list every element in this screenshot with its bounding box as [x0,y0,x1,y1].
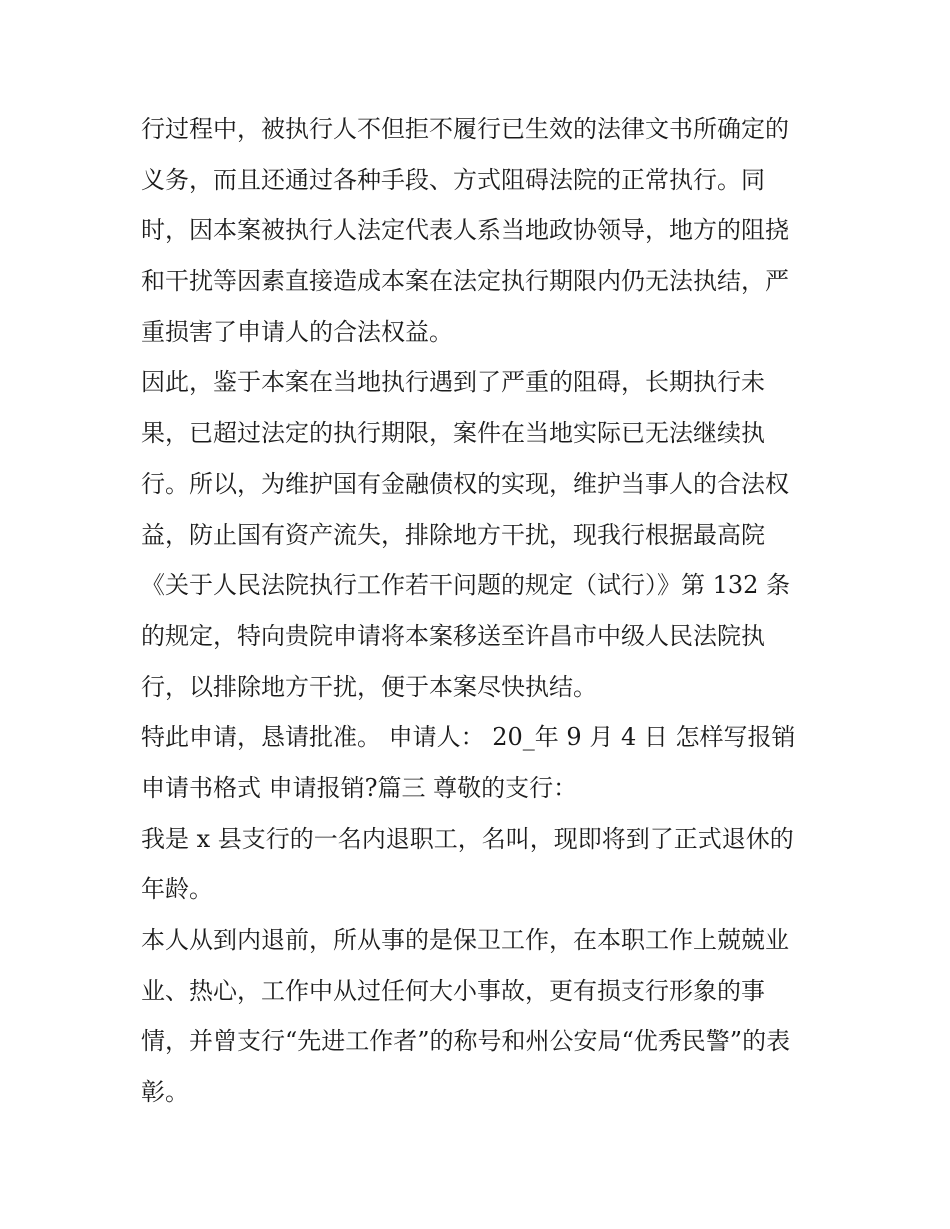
text-line: 的规定，特向贵院申请将本案移送至许昌市中级人民法院执 [141,621,765,650]
text-line: 行。所以，为维护国有金融债权的实现，维护当事人的合法权 [141,469,789,498]
text-line: 益，防止国有资产流失，排除地方干扰，现我行根据最高院 [141,520,765,549]
text-line: 情，并曾支行“先进工作者”的称号和州公安局“优秀民警”的表 [141,1027,791,1056]
text-line: 行，以排除地方干扰，便于本案尽快执结。 [141,672,597,701]
text-line: 申请书格式 申请报销?篇三 尊敬的支行： [141,773,578,802]
text-line: 义务，而且还通过各种手段、方式阻碍法院的正常执行。同 [141,165,765,194]
text-line: 年龄。 [141,875,213,904]
text-line: 果，已超过法定的执行期限，案件在当地实际已无法继续执 [141,419,765,448]
text-line: 和干扰等因素直接造成本案在法定执行期限内仍无法执结，严 [141,267,789,296]
text-line: 行过程中，被执行人不但拒不履行已生效的法律文书所确定的 [141,115,789,143]
text-line: 《关于人民法院执行工作若干问题的规定（试行）》第 132 条 [141,571,791,600]
text-line: 彰。 [141,1078,189,1107]
text-line: 时，因本案被执行人法定代表人系当地政协领导，地方的阻挠 [141,216,789,245]
document-body [141,104,821,1118]
text-line: 重损害了申请人的合法权益。 [141,317,453,346]
text-line: 业、热心，工作中从过任何大小事故，更有损支行形象的事 [141,976,765,1005]
text-line: 我是 x 县支行的一名内退职工，名叫，现即将到了正式退休的 [141,824,794,853]
text-line: 本人从到内退前，所从事的是保卫工作，在本职工作上兢兢业 [141,926,789,954]
text-line: 因此，鉴于本案在当地执行遇到了严重的阻碍，长期执行未 [141,368,765,397]
text-line: 特此申请，恳请批准。 申请人： 20_年 9 月 4 日 怎样写报销 [141,723,796,752]
